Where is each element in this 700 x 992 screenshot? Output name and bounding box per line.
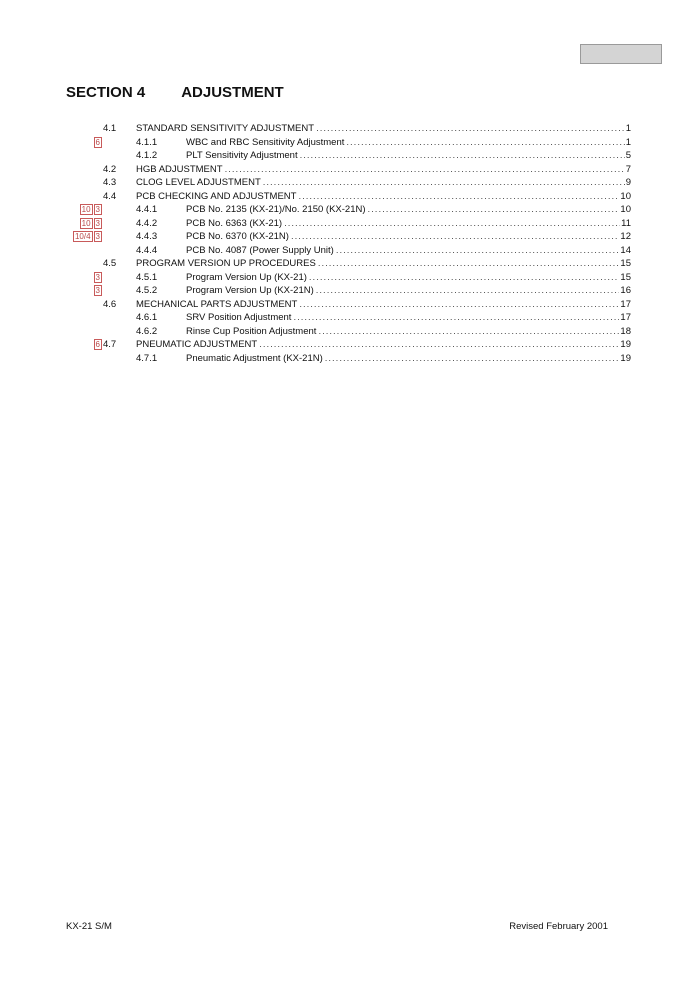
toc-leader-dots	[259, 338, 619, 352]
revision-mark: 10	[81, 218, 91, 228]
toc-leader-dots	[316, 284, 620, 298]
toc-number: 4.1	[103, 123, 117, 134]
revision-marks	[80, 204, 102, 215]
toc-entry[interactable]	[0, 176, 700, 190]
toc-number: 4.4.4	[136, 244, 158, 256]
toc-leader-dots	[318, 325, 619, 339]
toc-leader-dots	[336, 244, 620, 258]
toc-page-number: 9	[625, 177, 631, 188]
toc-entry[interactable]	[0, 217, 700, 231]
toc-title: SRV Position Adjustment	[186, 312, 292, 323]
toc-title: PCB CHECKING AND ADJUSTMENT	[136, 190, 297, 202]
toc-entry[interactable]	[0, 122, 700, 136]
toc-page-number: 11	[621, 217, 631, 229]
toc-leader-dots	[299, 298, 619, 312]
toc-page-number: 17	[620, 312, 631, 323]
toc-leader-dots	[263, 176, 625, 190]
toc-number: 4.3	[103, 177, 117, 188]
section-heading	[66, 84, 284, 101]
toc-leader-dots	[293, 311, 619, 325]
footer-revision: Revised February 2001	[509, 921, 608, 932]
toc-number: 4.6.1	[136, 312, 158, 323]
revision-marks	[73, 231, 102, 242]
toc-title-line	[186, 311, 631, 325]
toc-title-line	[186, 149, 631, 163]
toc-number: 4.5.1	[136, 271, 158, 283]
revision-marks	[94, 339, 102, 350]
toc-title: PNEUMATIC ADJUSTMENT	[136, 339, 258, 350]
toc-title: Program Version Up (KX-21N)	[186, 285, 314, 296]
toc-number: 4.4.3	[136, 231, 158, 242]
toc-leader-dots	[368, 203, 620, 217]
toc-title-line	[136, 338, 631, 352]
section-title: ADJUSTMENT	[181, 84, 284, 101]
toc-number: 4.7	[103, 339, 117, 350]
toc-title: Pneumatic Adjustment (KX-21N)	[186, 352, 323, 364]
toc-title: PROGRAM VERSION UP PROCEDURES	[136, 258, 316, 269]
toc-page-number: 12	[620, 231, 631, 242]
revision-mark: 3	[95, 205, 100, 214]
revision-mark: 10/4	[74, 232, 91, 241]
revision-marks	[94, 137, 102, 148]
toc-entry[interactable]	[0, 257, 700, 271]
toc-page-number: 1	[625, 136, 631, 148]
toc-page-number: 7	[625, 163, 631, 175]
toc-number: 4.6	[103, 298, 117, 310]
toc-entry[interactable]	[0, 311, 700, 325]
toc-title: MECHANICAL PARTS ADJUSTMENT	[136, 298, 298, 310]
toc-title-line	[136, 163, 631, 177]
toc-title-line	[186, 271, 631, 285]
toc-title: STANDARD SENSITIVITY ADJUSTMENT	[136, 123, 315, 134]
toc-leader-dots	[318, 257, 620, 271]
toc-entry[interactable]	[0, 136, 700, 150]
toc-title: PCB No. 6363 (KX-21)	[186, 217, 283, 229]
revision-mark: 3	[95, 232, 100, 241]
footer-manual-id: KX-21 S/M	[66, 921, 112, 932]
toc-entry[interactable]	[0, 298, 700, 312]
toc-title: PCB No. 6370 (KX-21N)	[186, 231, 289, 242]
toc-title-line	[136, 190, 631, 204]
toc-title: PLT Sensitivity Adjustment	[186, 150, 298, 161]
toc-title: WBC and RBC Sensitivity Adjustment	[186, 136, 345, 148]
toc-leader-dots	[346, 136, 624, 150]
toc-title: PCB No. 4087 (Power Supply Unit)	[186, 244, 334, 256]
revision-marks	[94, 272, 102, 283]
toc-title: Rinse Cup Position Adjustment	[186, 325, 317, 337]
toc-page-number: 1	[625, 123, 631, 134]
revision-marks	[80, 218, 102, 229]
toc-page-number: 10	[620, 204, 631, 215]
toc-title-line	[186, 352, 631, 366]
toc-page-number: 16	[620, 285, 631, 296]
toc-title-line	[136, 176, 631, 190]
toc-title: Program Version Up (KX-21)	[186, 271, 307, 283]
toc-leader-dots	[309, 271, 620, 285]
revision-mark: 10	[81, 205, 91, 214]
header-tab-box	[580, 44, 662, 64]
revision-mark: 3	[95, 286, 100, 295]
revision-mark: 6	[95, 137, 100, 147]
toc-title-line	[186, 136, 631, 150]
toc-page-number: 14	[620, 244, 631, 256]
revision-marks	[94, 285, 102, 296]
toc-page-number: 5	[625, 150, 631, 161]
toc-title-line	[186, 284, 631, 298]
toc-leader-dots	[291, 230, 619, 244]
toc-entry[interactable]	[0, 163, 700, 177]
toc-leader-dots	[325, 352, 620, 366]
toc-page-number: 19	[620, 339, 631, 350]
toc-leader-dots	[298, 190, 619, 204]
toc-number: 4.6.2	[136, 325, 158, 337]
toc-page-number: 18	[620, 325, 631, 337]
toc-title-line	[136, 122, 631, 136]
toc-entry[interactable]	[0, 230, 700, 244]
toc-number: 4.5	[103, 258, 117, 269]
toc-title-line	[186, 217, 631, 231]
toc-number: 4.1.2	[136, 150, 158, 161]
toc-leader-dots	[316, 122, 625, 136]
toc-title-line	[136, 257, 631, 271]
toc-leader-dots	[300, 149, 625, 163]
toc-title: PCB No. 2135 (KX-21)/No. 2150 (KX-21N)	[186, 204, 366, 215]
toc-entry[interactable]	[0, 325, 700, 339]
toc-number: 4.4.2	[136, 217, 158, 229]
toc-number: 4.2	[103, 163, 117, 175]
toc-page-number: 15	[620, 258, 631, 269]
toc-number: 4.7.1	[136, 352, 158, 364]
toc-title-line	[186, 230, 631, 244]
toc-entry[interactable]	[0, 338, 700, 352]
toc-title: CLOG LEVEL ADJUSTMENT	[136, 177, 261, 188]
toc-page-number: 15	[620, 271, 631, 283]
toc-title-line	[136, 298, 631, 312]
toc-leader-dots	[225, 163, 625, 177]
toc-number: 4.4	[103, 190, 117, 202]
toc-title-line	[186, 325, 631, 339]
toc-title-line	[186, 203, 631, 217]
revision-mark: 3	[95, 272, 100, 282]
toc-entry[interactable]	[0, 271, 700, 285]
toc-number: 4.1.1	[136, 136, 158, 148]
toc-entry[interactable]	[0, 284, 700, 298]
section-number: SECTION 4	[66, 84, 146, 101]
toc-entry[interactable]	[0, 352, 700, 366]
toc-entry[interactable]	[0, 190, 700, 204]
toc-title: HGB ADJUSTMENT	[136, 163, 223, 175]
toc-leader-dots	[284, 217, 620, 231]
revision-mark: 6	[95, 340, 100, 349]
toc-entry[interactable]	[0, 203, 700, 217]
toc-entry[interactable]	[0, 244, 700, 258]
table-of-contents	[0, 122, 700, 365]
toc-title-line	[186, 244, 631, 258]
toc-number: 4.4.1	[136, 204, 158, 215]
toc-page-number: 17	[620, 298, 631, 310]
toc-page-number: 10	[620, 190, 631, 202]
toc-number: 4.5.2	[136, 285, 158, 296]
toc-page-number: 19	[620, 352, 631, 364]
revision-mark: 3	[95, 218, 100, 228]
toc-entry[interactable]	[0, 149, 700, 163]
